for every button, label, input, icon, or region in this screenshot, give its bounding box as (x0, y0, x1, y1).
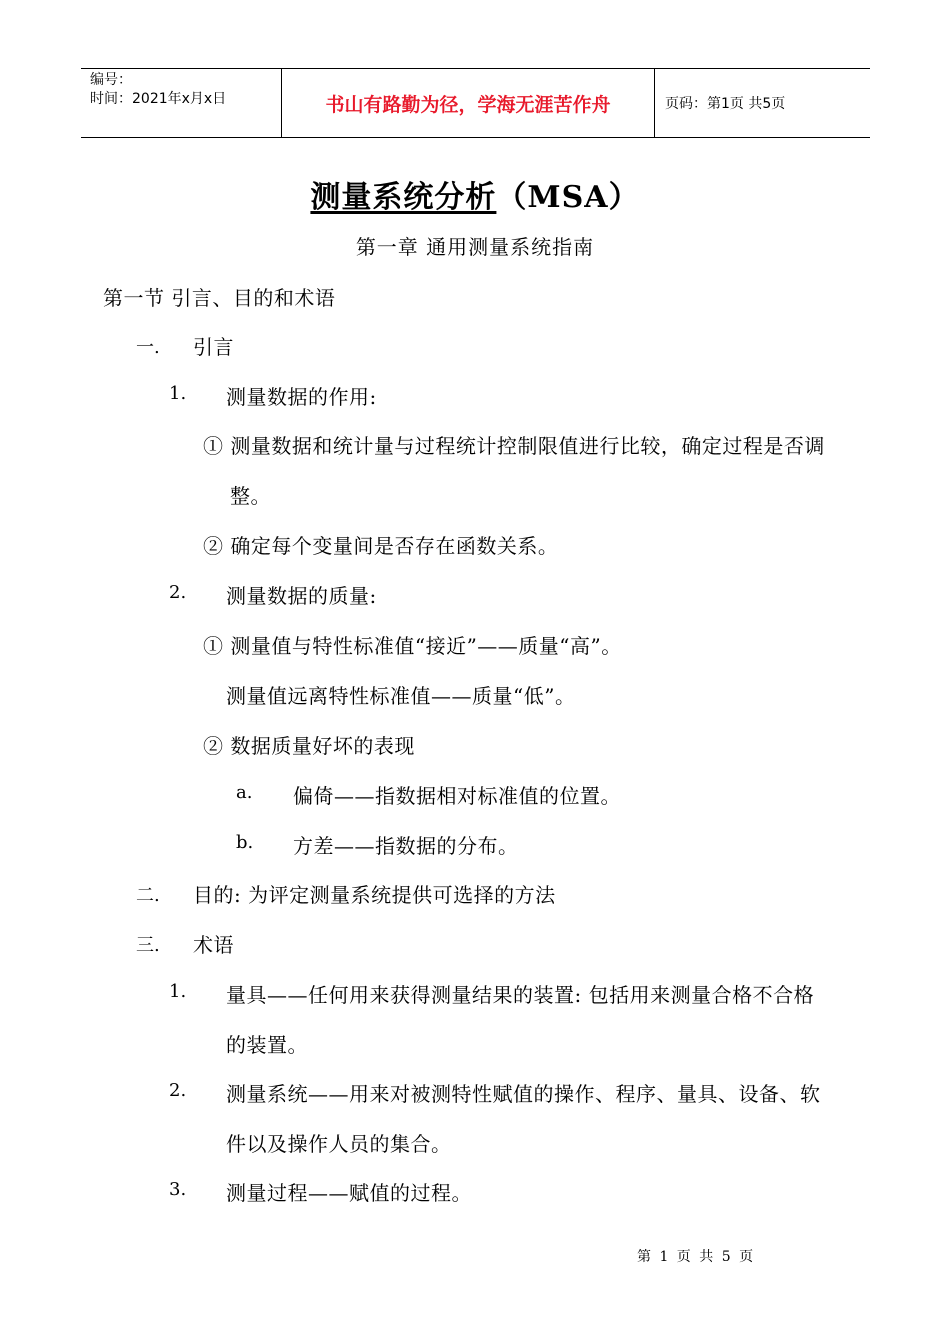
footer-page-number: 第 1 页 共 5 页 (637, 1249, 756, 1265)
date-label: 时间：2021年x月x日 (90, 91, 227, 107)
term1-number: 1. (169, 981, 187, 1002)
item2-point1-cont: 测量值远离特性标准值——质量“低”。 (226, 684, 576, 708)
s2-number: 二. (136, 885, 160, 906)
item1-point2: ② 确定每个变量间是否存在函数关系。 (203, 534, 559, 558)
sub-b-text: 方差——指数据的分布。 (293, 834, 519, 858)
title-suffix: （MSA） (496, 180, 640, 215)
s1-heading: 引言 (193, 335, 234, 359)
s3-heading: 术语 (193, 933, 234, 957)
sub-a-text: 偏倚——指数据相对标准值的位置。 (293, 784, 621, 808)
term2-cont: 件以及操作人员的集合。 (226, 1132, 452, 1156)
item2-point2: ② 数据质量好坏的表现 (203, 734, 415, 758)
title-main: 测量系统分析 (310, 180, 497, 215)
term2-number: 2. (169, 1080, 187, 1101)
sub-a-label: a. (236, 782, 253, 803)
item1-heading: 测量数据的作用: (226, 385, 377, 409)
s2-heading: 目的: 为评定测量系统提供可选择的方法 (193, 883, 556, 907)
term1-text: 量具——任何用来获得测量结果的装置: 包括用来测量合格不合格 (226, 983, 815, 1007)
term3-text: 测量过程——赋值的过程。 (226, 1181, 472, 1205)
motto: 书山有路勤为径，学海无涯苦作舟 (282, 69, 655, 137)
document-title (0, 172, 950, 216)
chapter-subtitle: 第一章 通用测量系统指南 (355, 235, 595, 259)
header-left-cell (81, 69, 282, 137)
term2-text: 测量系统——用来对被测特性赋值的操作、程序、量具、设备、软 (226, 1082, 821, 1106)
item1-number: 1. (169, 383, 187, 404)
s1-number: 一. (136, 337, 160, 358)
item1-point1: ① 测量数据和统计量与过程统计控制限值进行比较，确定过程是否调 (203, 434, 825, 458)
section-heading: 第一节 引言、目的和术语 (103, 286, 336, 310)
page-info: 页码：第1页 共5页 (665, 96, 786, 112)
item2-point1: ① 测量值与特性标准值“接近”——质量“高”。 (203, 634, 622, 658)
term3-number: 3. (169, 1179, 187, 1200)
term1-cont: 的装置。 (226, 1033, 308, 1057)
sub-b-label: b. (236, 832, 254, 853)
header-table (81, 68, 870, 138)
s3-number: 三. (136, 935, 160, 956)
item2-heading: 测量数据的质量: (226, 584, 377, 608)
item2-number: 2. (169, 582, 187, 603)
item1-point1-cont: 整。 (230, 484, 271, 508)
code-label: 编号： (90, 72, 132, 88)
